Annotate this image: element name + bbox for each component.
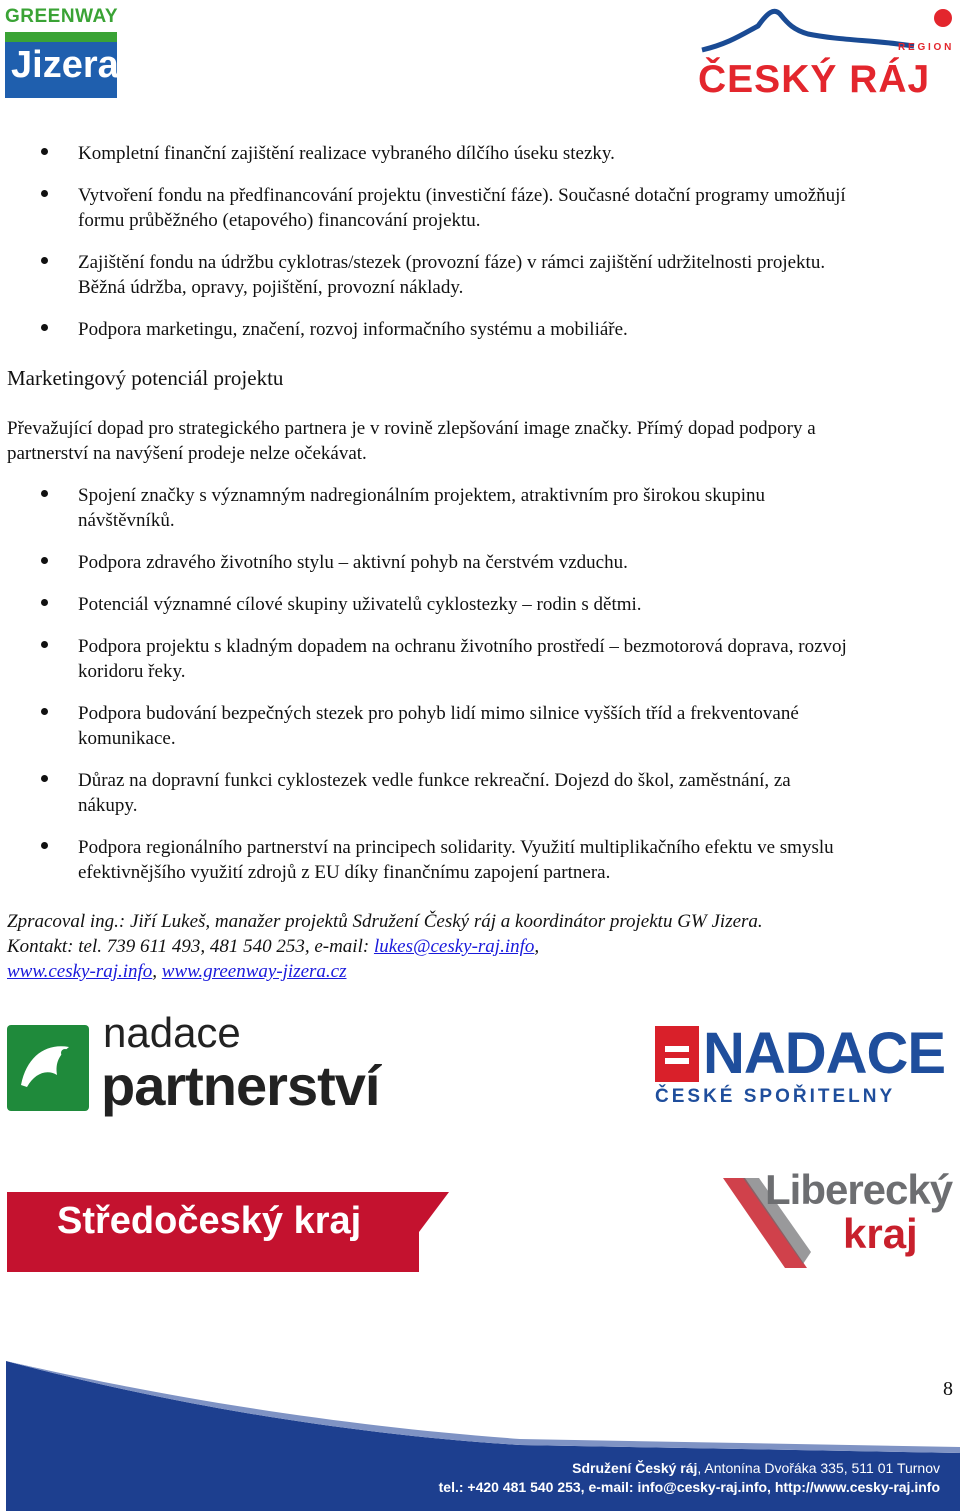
list-item-text: Spojení značky s významným nadregionálním projektem, atraktivním pro širokou skupinu [78,485,766,506]
bullet-icon [41,490,48,497]
bullet-icon [41,641,48,648]
footer-contact-line: tel.: +420 481 540 253, e-mail: info@cesky-raj.info, http://www.cesky-raj.info [438,1479,940,1495]
bullet-icon [41,775,48,782]
nadace-partnerstvi-emblem [7,1025,89,1111]
nadace-cs-sub-text: ČESKÉ SPOŘITELNY [655,1086,896,1107]
list-item-text: Podpora projektu s kladným dopadem na ochranu životního prostředí – bezmotorová doprava, rozvoj [78,636,847,657]
contact-suffix: , [534,936,540,957]
link-separator: , [152,961,162,982]
cesky-raj-region-logo [698,4,956,100]
greenway-jizera-logo [5,6,117,98]
stredocesky-kraj-logo [7,1192,449,1272]
web-link-cesky-raj[interactable]: www.cesky-raj.info [7,961,153,982]
bullet-icon [41,148,48,155]
partnerstvi-logo-text: partnerství [101,1054,380,1117]
email-link[interactable]: lukes@cesky-raj.info [373,936,535,957]
footer-org-line [572,1460,940,1476]
liberecky-kraj-logo [715,1168,955,1274]
list-item-text: Podpora marketingu, značení, rozvoj informačního systému a mobiliáře. [78,319,628,340]
contact-line [7,934,539,959]
jizera-logo-text: Jizera [11,44,119,86]
cs-emblem [655,1026,699,1082]
bullet-icon [41,708,48,715]
footer-org-address: , Antonína Dvořáka 335, 511 01 Turnov [697,1460,940,1476]
author-line: Zpracoval ing.: Jiří Lukeš, manažer projektů Sdružení Český ráj a koordinátor projektu GW Jizera. [7,911,763,932]
list-item-text: formu průběžného (etapového) financování projektu. [78,210,481,231]
region-logo-main-text: ČESKÝ RÁJ [698,58,931,101]
nadace-ceske-sporitelny-logo [655,1020,950,1112]
section-heading: Marketingový potenciál projektu [7,366,284,390]
web-link-greenway[interactable]: www.greenway-jizera.cz [161,961,347,982]
list-item-text: návštěvníků. [78,510,175,531]
bullet-icon [41,842,48,849]
region-logo-small-text: R E G I O N [898,42,952,53]
list-item-text: Zajištění fondu na údržbu cyklotras/stezek (provozní fáze) v rámci zajištění udržitelnosti projektu. [78,252,826,273]
list-item-text: Podpora zdravého životního stylu – aktivní pohyb na čerstvém vzduchu. [78,552,628,573]
kraj-logo-text: kraj [843,1210,918,1257]
bird-icon [7,1025,89,1111]
footer-org-name: Sdružení Český ráj [572,1460,698,1476]
liberecky-logo-text: Liberecký [765,1166,953,1213]
list-item-text: koridoru řeky. [78,661,186,682]
list-item-text: Podpora regionálního partnerství na principech solidarity. Využití multiplikačního efektu ve smyslu [78,837,834,858]
bullet-icon [41,599,48,606]
bullet-icon [41,557,48,564]
list-item-text: efektivnějšího využití zdrojů z EU díky finančnímu zapojení partnera. [78,862,611,883]
list-item-text: Potenciál významné cílové skupiny uživatelů cyklostezky – rodin s dětmi. [78,594,642,615]
list-item-text: Vytvoření fondu na předfinancování projektu (investiční fáze). Současné dotační programy umožňují [78,185,846,206]
list-item-text: Kompletní finanční zajištění realizace vybraného dílčího úseku stezky. [78,143,615,164]
list-item-text: Běžná údržba, opravy, pojištění, provozní náklady. [78,277,464,298]
list-item-text: Podpora budování bezpečných stezek pro pohyb lidí mimo silnice vyšších tříd a frekventované [78,703,799,724]
stredocesky-logo-text: Středočeský kraj [57,1200,362,1242]
nadace-partnerstvi-logo [7,1009,457,1123]
nadace-cs-main-text: NADACE [703,1021,946,1086]
bullet-icon [41,324,48,331]
list-item-text: Důraz na dopravní funkci cyklostezek vedle funkce rekreační. Dojezd do škol, zaměstnání, za [78,770,791,791]
bullet-icon [41,190,48,197]
greenway-logo-band [5,32,117,98]
nadace-logo-text: nadace [103,1009,241,1056]
page-number: 8 [943,1378,953,1400]
list-item-text: komunikace. [78,728,176,749]
contact-prefix: Kontakt: tel. 739 611 493, 481 540 253, e-mail: [7,936,374,957]
greenway-logo-text: GREENWAY [5,6,119,27]
intro-line: Převažující dopad pro strategického partnera je v rovině zlepšování image značky. Přímý dopad podpory a [7,418,816,439]
list-item-text: nákupy. [78,795,138,816]
bullet-icon [41,257,48,264]
web-links-line [7,959,347,984]
intro-line: partnerství na navýšení prodeje nelze očekávat. [7,443,367,464]
